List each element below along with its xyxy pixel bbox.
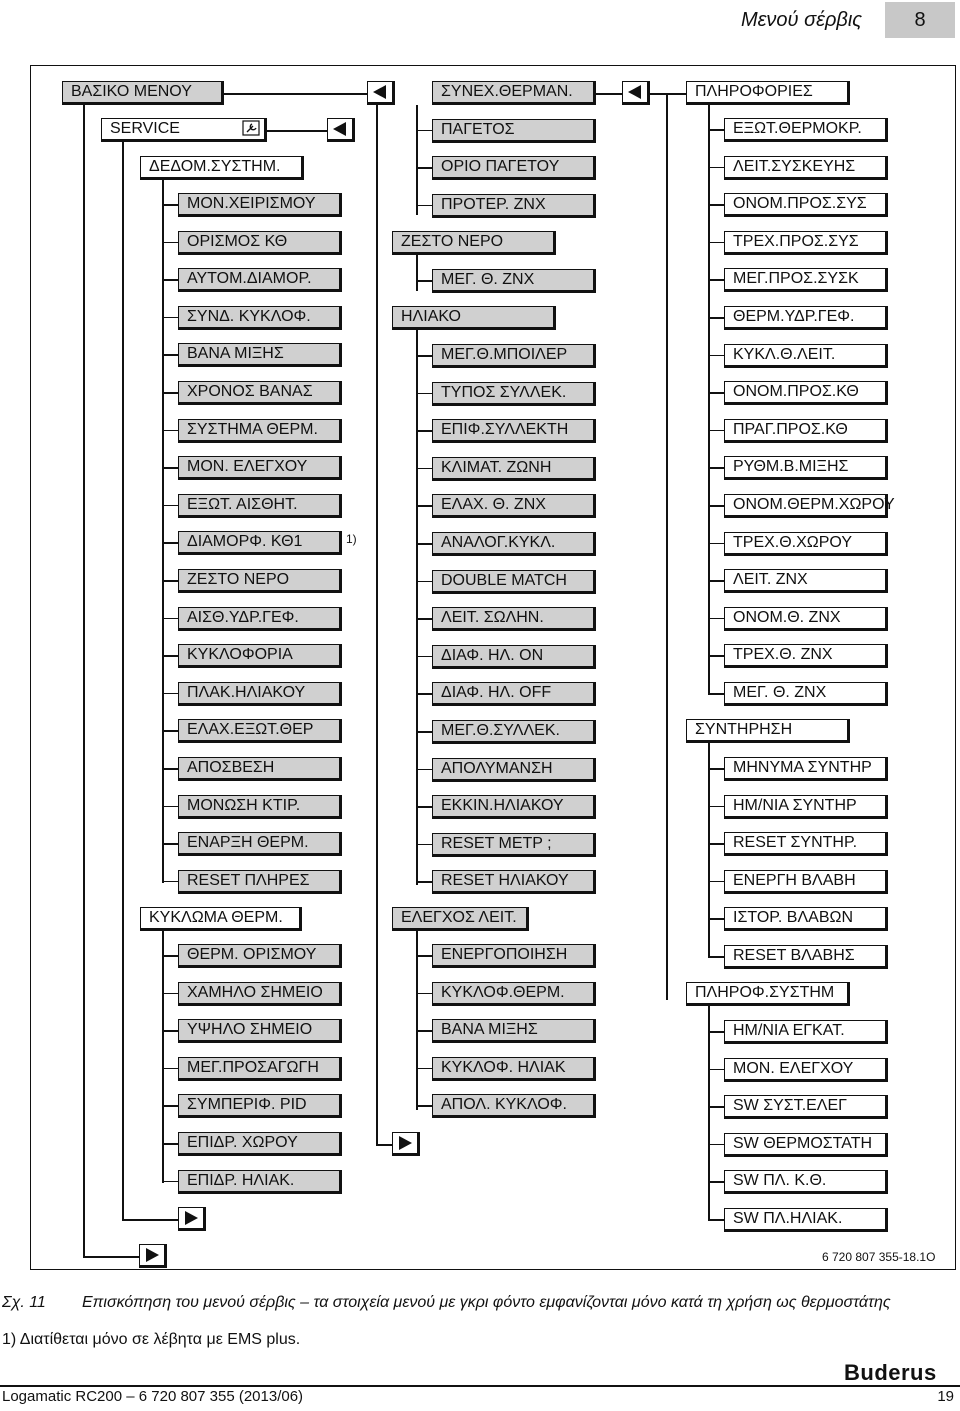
menu-service (101, 118, 267, 142)
tree-line (416, 930, 418, 1110)
menu-item: ΜΕΓ.ΠΡΟΣ.ΣΥΣΚ (724, 268, 888, 292)
menu-item: ΑΠΟΛ. ΚΥΚΛΟΦ. (432, 1094, 596, 1118)
tree-line (162, 180, 164, 883)
tree-line (708, 1219, 724, 1221)
tree-line (416, 105, 418, 215)
tree-line (416, 430, 432, 432)
tree-line (416, 731, 432, 733)
page-number: 19 (937, 1388, 954, 1405)
tree-line (162, 580, 178, 582)
menu-item: ΕΝΑΡΞΗ ΘΕΡΜ. (178, 832, 342, 856)
tree-line (708, 279, 724, 281)
menu-item: ΡΥΘΜ.Β.ΜΙΞΗΣ (724, 456, 888, 480)
tree-line (708, 1144, 724, 1146)
section-title: Μενού σέρβις (740, 9, 862, 31)
tree-line (162, 317, 178, 319)
menu-item: ΟΝΟΜ.Θ. ΖΝΧ (724, 607, 888, 631)
tree-line (708, 768, 724, 770)
menu-item: ΑΠΟΛΥΜΑΝΣΗ (432, 758, 596, 782)
menu-item: RESET ΣΥΝΤΗΡ. (724, 832, 888, 856)
tree-line (162, 204, 178, 206)
menu-item: ΤΡΕΧ.Θ. ΖΝΧ (724, 644, 888, 668)
menu-basic: ΒΑΣΙΚΟ ΜΕΝΟΥ (62, 81, 224, 105)
menu-item: SW ΣΥΣΤ.ΕΛΕΓ (724, 1095, 888, 1119)
menu-item: ΚΥΚΛΟΦΟΡΙΑ (178, 644, 342, 668)
menu-item: ΕΠΙΔΡ. ΧΩΡΟΥ (178, 1132, 342, 1156)
back-arrow-icon (327, 118, 355, 142)
chapter-number: 8 (885, 2, 955, 38)
tree-line (83, 105, 85, 1256)
menu-item: ΣΥΝΔ. ΚΥΚΛΟΦ. (178, 306, 342, 330)
tree-line (376, 1144, 392, 1146)
tree-line (708, 618, 724, 620)
tree-line (416, 330, 418, 885)
tree-line (162, 618, 178, 620)
menu-item: ΚΥΚΛΟΦ. ΗΛΙΑΚ (432, 1057, 596, 1081)
menu-item: ΘΕΡΜ. ΟΡΙΣΜΟΥ (178, 944, 342, 968)
menu-item: ΜΟΝ. ΕΛΕΓΧΟΥ (724, 1058, 888, 1082)
menu-item: ΕΠΙΦ.ΣΥΛΛΕΚΤΗ (432, 419, 596, 443)
menu-solar: ΗΛΙΑΚΟ (392, 306, 556, 330)
tree-line (162, 693, 178, 695)
tree-line (596, 93, 622, 95)
menu-item: ΕΞΩΤ. ΑΙΣΘΗΤ. (178, 494, 342, 518)
menu-item: ΘΕΡΜ.ΥΔΡ.ΓΕΦ. (724, 306, 888, 330)
tree-line (416, 167, 432, 169)
menu-heating-circuit: ΚΥΚΛΩΜΑ ΘΕΡΜ. (140, 907, 302, 931)
menu-item: RESET ΒΛΑΒΗΣ (724, 945, 888, 969)
tree-line (122, 142, 124, 1219)
caption-label: Σχ. 11 (2, 1294, 46, 1311)
tree-line (416, 280, 432, 282)
tree-line (708, 317, 724, 319)
menu-item: ΟΝΟΜ.ΠΡΟΣ.ΣΥΣ (724, 193, 888, 217)
menu-item: ΜΕΓ.ΠΡΟΣΑΓΩΓΗ (178, 1057, 342, 1081)
footnote-mark: 1) (346, 532, 357, 546)
menu-item: ΖΕΣΤΟ ΝΕΡΟ (178, 569, 342, 593)
tree-line (122, 1219, 178, 1221)
menu-item: ΔΙΑΦ. ΗΛ. OFF (432, 682, 596, 706)
tree-line (416, 769, 432, 771)
menu-item: ΥΨΗΛΟ ΣΗΜΕΙΟ (178, 1019, 342, 1043)
menu-item: ΛΕΙΤ.ΣΥΣΚΕΥΗΣ (724, 156, 888, 180)
service-wrench-icon (242, 120, 260, 142)
footnote: 1) Διατίθεται μόνο σε λέβητα με EMS plus. (2, 1331, 301, 1348)
tree-line (267, 130, 327, 132)
menu-item: ΣΥΝΕΧ.ΘΕΡΜΑΝ. (432, 81, 596, 105)
tree-line (416, 1030, 432, 1032)
tree-line (162, 1105, 178, 1107)
tree-line (708, 956, 724, 958)
tree-line (708, 655, 724, 657)
tree-line (708, 355, 724, 357)
tree-line (708, 543, 724, 545)
menu-item: ΒΑΝΑ ΜΙΞΗΣ (178, 343, 342, 367)
menu-item: ΜΟΝ. ΕΛΕΓΧΟΥ (178, 456, 342, 480)
tree-line (708, 1031, 724, 1033)
tree-line (416, 255, 418, 291)
tree-line (416, 955, 432, 957)
menu-item: ΤΡΕΧ.ΠΡΟΣ.ΣΥΣ (724, 231, 888, 255)
tree-line (708, 105, 710, 695)
tree-line (162, 279, 178, 281)
tree-line (416, 505, 432, 507)
menu-item: ΗΜ/ΝΙΑ ΣΥΝΤΗΡ (724, 795, 888, 819)
tree-line (416, 881, 432, 883)
tree-line (416, 130, 432, 132)
tree-line (416, 806, 432, 808)
tree-line (708, 505, 724, 507)
menu-item: ΕΛΑΧ. Θ. ΖΝΧ (432, 494, 596, 518)
menu-item: SW ΘΕΡΜΟΣΤΑΤΗ (724, 1133, 888, 1157)
tree-line (708, 467, 724, 469)
tree-line (162, 881, 178, 883)
menu-item: ΜΕΓ.Θ.ΣΥΛΛΕΚ. (432, 720, 596, 744)
tree-line (162, 993, 178, 995)
menu-item: ΤΥΠΟΣ ΣΥΛΛΕΚ. (432, 382, 596, 406)
menu-item: ΑΝΑΛΟΓ.ΚΥΚΛ. (432, 532, 596, 556)
menu-item: ΟΝΟΜ.ΠΡΟΣ.ΚΘ (724, 381, 888, 405)
tree-line (162, 843, 178, 845)
menu-item: ΑΥΤΟΜ.ΔΙΑΜΟΡ. (178, 268, 342, 292)
menu-item: ΠΛΑΚ.ΗΛΙΑΚΟΥ (178, 682, 342, 706)
tree-line (416, 355, 432, 357)
menu-item: ΑΠΟΣΒΕΣΗ (178, 757, 342, 781)
tree-line (708, 1106, 724, 1108)
footer-rule (0, 1385, 960, 1387)
tree-line (708, 743, 710, 958)
tree-line (708, 580, 724, 582)
next-arrow-icon (139, 1244, 167, 1268)
menu-item: ΧΡΟΝΟΣ ΒΑΝΑΣ (178, 381, 342, 405)
tree-line (416, 693, 432, 695)
menu-item: ΕΞΩΤ.ΘΕΡΜΟΚΡ. (724, 118, 888, 142)
tree-line (708, 881, 724, 883)
menu-item: ΚΥΚΛ.Θ.ΛΕΙΤ. (724, 344, 888, 368)
tree-line (416, 393, 432, 395)
tree-line (224, 93, 367, 95)
tree-line (708, 129, 724, 131)
tree-line (162, 1068, 178, 1070)
menu-item: RESET ΜΕΤΡ ; (432, 833, 596, 857)
menu-item: ΧΑΜΗΛΟ ΣΗΜΕΙΟ (178, 982, 342, 1006)
menu-item: ΚΥΚΛΟΦ.ΘΕΡΜ. (432, 982, 596, 1006)
menu-system-info: ΠΛΗΡΟΦ.ΣΥΣΤΗΜ (686, 982, 850, 1006)
menu-item: ΜΗΝΥΜΑ ΣΥΝΤΗΡ (724, 757, 888, 781)
tree-line (416, 656, 432, 658)
menu-item: ΣΥΣΤΗΜΑ ΘΕΡΜ. (178, 419, 342, 443)
menu-item: ΟΡΙΣΜΟΣ ΚΘ (178, 231, 342, 255)
tree-line (416, 1105, 432, 1107)
tree-line (708, 843, 724, 845)
menu-item: ΕΛΑΧ.ΕΞΩΤ.ΘΕΡ (178, 719, 342, 743)
caption-text: Επισκόπηση του μενού σέρβις – τα στοιχεία μενού με γκρι φόντο εμφανίζονται μόνο κατά τη χρήση ως θερμοστάτης (82, 1294, 891, 1311)
tree-line (162, 505, 178, 507)
menu-item: ΟΡΙΟ ΠΑΓΕΤΟΥ (432, 156, 596, 180)
tree-line (708, 806, 724, 808)
tree-line (162, 467, 178, 469)
tree-line (162, 931, 164, 1183)
tree-line (708, 1181, 724, 1183)
menu-item: ΕΝΕΡΓΟΠΟΙΗΣΗ (432, 944, 596, 968)
menu-item: ΔΙΑΦ. ΗΛ. ON (432, 645, 596, 669)
tree-line (416, 468, 432, 470)
menu-item: ΟΝΟΜ.ΘΕΡΜ.ΧΩΡΟΥ (724, 494, 888, 518)
menu-item: ΙΣΤΟΡ. ΒΛΑΒΩΝ (724, 907, 888, 931)
tree-line (162, 1181, 178, 1183)
menu-item: ΕΝΕΡΓΗ ΒΛΑΒΗ (724, 870, 888, 894)
tree-line (376, 105, 378, 1145)
tree-line (162, 955, 178, 957)
tree-line (708, 918, 724, 920)
menu-item: ΠΑΓΕΤΟΣ (432, 119, 596, 143)
menu-item: RESET ΗΛΙΑΚΟΥ (432, 870, 596, 894)
tree-line (162, 354, 178, 356)
back-arrow-icon (622, 81, 650, 105)
menu-item: ΚΛΙΜΑΤ. ΖΩΝΗ (432, 457, 596, 481)
menu-item: ΣΥΜΠΕΡΙΦ. PID (178, 1094, 342, 1118)
tree-line (708, 693, 724, 695)
menu-function-check: ΕΛΕΓΧΟΣ ΛΕΙΤ. (392, 907, 529, 931)
tree-line (708, 242, 724, 244)
tree-line (83, 1256, 139, 1258)
footer-document: Logamatic RC200 – 6 720 807 355 (2013/06) (2, 1388, 304, 1405)
brand-logo: Buderus (844, 1360, 937, 1385)
tree-line (708, 167, 724, 169)
tree-line (162, 392, 178, 394)
menu-item: ΔΙΑΜΟΡΦ. ΚΘ1 (178, 531, 342, 555)
menu-info: ΠΛΗΡΟΦΟΡΙΕΣ (686, 81, 850, 105)
menu-item: ΜΟΝΩΣΗ ΚΤΙΡ. (178, 795, 342, 819)
next-arrow-icon (178, 1207, 206, 1231)
tree-line (162, 806, 178, 808)
menu-maintenance: ΣΥΝΤΗΡΗΣΗ (686, 719, 850, 743)
menu-item: ΤΡΕΧ.Θ.ΧΩΡΟΥ (724, 532, 888, 556)
tree-line (650, 93, 686, 95)
menu-item: SW ΠΛ.ΗΛΙΑΚ. (724, 1208, 888, 1232)
menu-item: ΛΕΙΤ. ΣΩΛΗΝ. (432, 607, 596, 631)
menu-item: RESET ΠΛΗΡΕΣ (178, 870, 342, 894)
tree-line (416, 618, 432, 620)
menu-item: ΠΡΑΓ.ΠΡΟΣ.ΚΘ (724, 419, 888, 443)
tree-line (416, 205, 432, 207)
tree-line (416, 581, 432, 583)
next-arrow-icon (392, 1132, 420, 1156)
figure-code: 6 720 807 355-18.1O (822, 1250, 936, 1264)
tree-line (708, 204, 724, 206)
back-arrow-icon (367, 81, 395, 105)
tree-line (416, 993, 432, 995)
tree-line (416, 543, 432, 545)
tree-line (708, 430, 724, 432)
menu-item: ΗΜ/ΝΙΑ ΕΓΚΑΤ. (724, 1020, 888, 1044)
tree-line (708, 1006, 710, 1221)
menu-item: DOUBLE MATCH (432, 570, 596, 594)
menu-hot-water: ΖΕΣΤΟ ΝΕΡΟ (392, 231, 556, 255)
menu-item: ΒΑΝΑ ΜΙΞΗΣ (432, 1019, 596, 1043)
tree-line (162, 1030, 178, 1032)
tree-line (416, 1068, 432, 1070)
tree-line (708, 392, 724, 394)
tree-line (162, 730, 178, 732)
menu-service-label: SERVICE (110, 120, 180, 137)
menu-item: ΕΚΚΙΝ.ΗΛΙΑΚΟΥ (432, 795, 596, 819)
tree-line (162, 1143, 178, 1145)
menu-item: ΕΠΙΔΡ. ΗΛΙΑΚ. (178, 1170, 342, 1194)
tree-line (162, 655, 178, 657)
menu-item: ΑΙΣΘ.ΥΔΡ.ΓΕΦ. (178, 607, 342, 631)
menu-item: ΜΕΓ. Θ. ΖΝΧ (724, 682, 888, 706)
tree-line (162, 542, 178, 544)
menu-system-data: ΔΕΔΟΜ.ΣΥΣΤΗΜ. (140, 156, 304, 180)
menu-item: ΠΡΟΤΕΡ. ΖΝΧ (432, 194, 596, 218)
menu-item: ΜΟΝ.ΧΕΙΡΙΣΜΟΥ (178, 193, 342, 217)
tree-line (162, 242, 178, 244)
tree-line (708, 1069, 724, 1071)
menu-item: ΜΕΓ.Θ.ΜΠΟΙΛΕΡ (432, 344, 596, 368)
menu-item: SW ΠΛ. Κ.Θ. (724, 1170, 888, 1194)
tree-line (162, 430, 178, 432)
tree-line (416, 844, 432, 846)
menu-item: ΛΕΙΤ. ΖΝΧ (724, 569, 888, 593)
menu-item: ΜΕΓ. Θ. ΖΝΧ (432, 269, 596, 293)
tree-line (666, 93, 668, 1000)
tree-line (162, 768, 178, 770)
